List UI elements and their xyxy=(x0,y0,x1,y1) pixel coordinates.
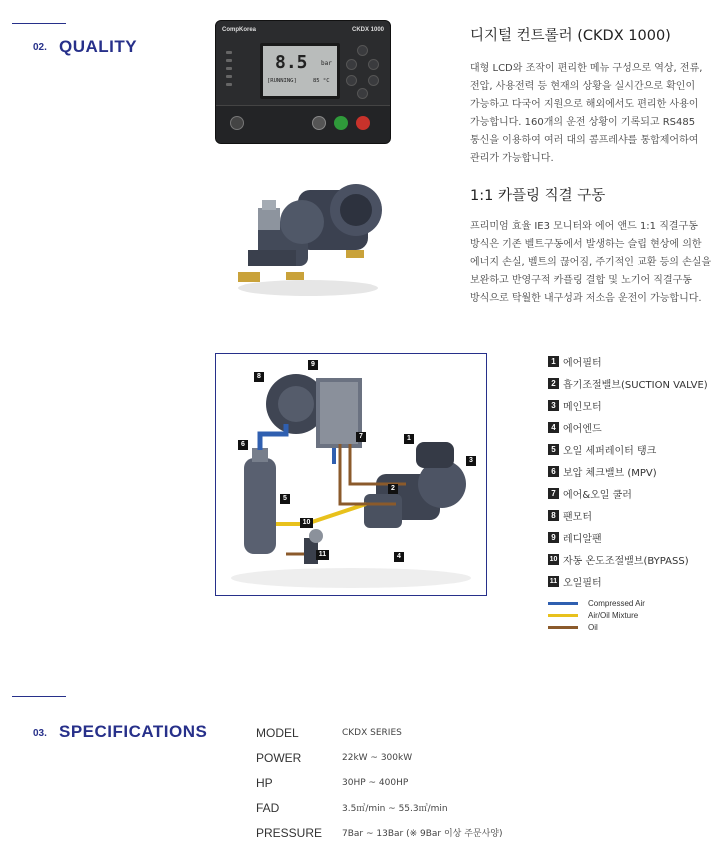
stop-button-icon xyxy=(356,116,370,130)
compressor-image xyxy=(228,160,388,300)
specifications-rule xyxy=(12,696,66,697)
legend-item: 4 에어엔드 xyxy=(548,416,708,438)
specifications-section-title: SPECIFICATIONS xyxy=(59,722,208,741)
controller-brand: CompKorea xyxy=(222,27,257,33)
controller-model: CKDX 1000 xyxy=(351,27,384,33)
reset-button-icon xyxy=(312,116,326,130)
controller-image xyxy=(215,20,391,144)
lcd-pressure-value: 8.5 xyxy=(275,52,308,73)
diagram-callout-5: 5 xyxy=(280,494,290,504)
line-legend-item: Compressed Air xyxy=(548,597,645,609)
line-legend-item: Air/Oil Mixture xyxy=(548,609,645,621)
diagram-callout-4: 4 xyxy=(394,552,404,562)
legend-item: 11 오일필터 xyxy=(549,577,602,589)
controller-keypad xyxy=(346,45,380,99)
compressor-diagram xyxy=(215,353,487,596)
legend-item: 7 에어&오일 쿨러 xyxy=(548,482,708,504)
controller-button-panel xyxy=(216,105,390,143)
specifications-table xyxy=(256,720,503,845)
legend-item: 2 흡기조절밸브(SUCTION VALVE) xyxy=(548,372,708,394)
diagram-callout-8: 8 xyxy=(254,372,264,382)
lcd-status: [RUNNING] xyxy=(267,78,297,84)
controller-lcd xyxy=(260,43,340,99)
alarm-button-icon xyxy=(230,116,244,130)
legend-item: 8 팬모터 xyxy=(548,504,708,526)
line-legend xyxy=(548,597,645,633)
lcd-pressure-unit: bar xyxy=(321,60,332,67)
legend-item: 9 레디알팬 xyxy=(548,526,708,548)
legend-item: 3 메인모터 xyxy=(548,394,708,416)
diagram-illustration xyxy=(216,354,486,594)
quality-section-number: 02. xyxy=(33,42,47,53)
diagram-callout-1: 1 xyxy=(404,434,414,444)
lcd-temperature: 85 °C xyxy=(313,78,330,84)
legend-item: 1 에어필터 xyxy=(548,350,708,372)
line-legend-item: Oil xyxy=(548,621,645,633)
controller-description: 대형 LCD와 조작이 편리한 메뉴 구성으로 역상, 전류, 전압, 사용전력 등 현재의 상황을 실시간으로 확인이 가능하고 다국어 지원으로 해외에서도 편리한 사용이 가능합니다. 160개의 운전 상황이 기록되고 RS485 통신을 이용하여 여러 대의 콤프레샤를 통합제어하여 관리가 가능합니다. xyxy=(470,63,703,164)
legend-item: 5 오일 세퍼레이터 탱크 xyxy=(548,438,708,460)
spec-row: PRESSURE 7Bar ~ 13Bar (※ 9Bar 이상 주문사양) xyxy=(256,825,503,840)
diagram-callout-6: 6 xyxy=(238,440,248,450)
diagram-callout-7: 7 xyxy=(356,432,366,442)
diagram-callout-3: 3 xyxy=(466,456,476,466)
spec-row: FAD 3.5㎥/min ~ 55.3㎥/min xyxy=(256,800,448,815)
coupling-description: 프리미엄 효율 IE3 모니터와 에어 앤드 1:1 직결구동 방식은 기존 벨트구동에서 발생하는 슬립 현상에 의한 에너지 손실, 벨트의 끊어짐, 주기적인 교환 등의 손실을 보완하고 반영구적 카플링 결합 및 노기어 직결구동 방식으로 탁월한 내구성과 저소음 운전이 가능합니다. xyxy=(470,221,712,304)
controller-heading: 디지털 컨트롤러 (CKDX 1000) xyxy=(470,28,671,44)
controller-leds xyxy=(226,51,250,91)
spec-row: MODEL CKDX SERIES xyxy=(256,725,402,740)
parts-legend xyxy=(548,350,708,592)
legend-item: 10 자동 온도조절밸브(BYPASS) xyxy=(549,555,689,567)
quality-section-title: QUALITY xyxy=(59,37,138,56)
quality-rule xyxy=(12,23,66,24)
diagram-callout-9: 9 xyxy=(308,360,318,370)
specifications-section-number: 03. xyxy=(33,728,47,739)
diagram-callout-10: 10 xyxy=(300,518,313,528)
spec-row: HP 30HP ~ 400HP xyxy=(256,775,409,790)
diagram-callout-2: 2 xyxy=(388,484,398,494)
legend-item: 6 보압 체크밸브 (MPV) xyxy=(548,460,708,482)
diagram-callout-11: 11 xyxy=(316,550,329,560)
spec-row: POWER 22kW ~ 300kW xyxy=(256,750,413,765)
start-button-icon xyxy=(334,116,348,130)
coupling-heading: 1:1 카플링 직결 구동 xyxy=(470,188,606,204)
